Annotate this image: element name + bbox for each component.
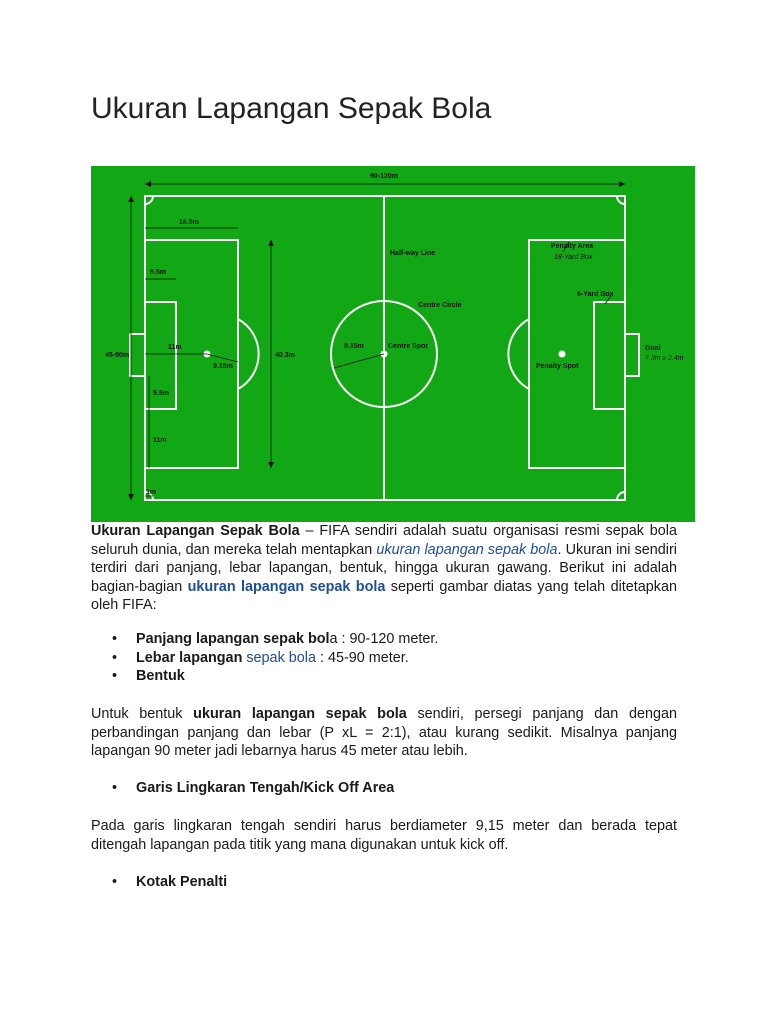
label-penalty-area: Penalty Area <box>551 243 594 250</box>
label-centre-radius: 9.15m <box>344 343 364 350</box>
label-penalty-box-width: 40.3m <box>275 352 295 359</box>
shape-text-1: Untuk bentuk <box>91 706 194 722</box>
centre-circle-list <box>91 779 677 798</box>
label-six-yard-offset: 5.5m <box>153 390 169 397</box>
right-penalty-spot <box>559 351 566 358</box>
list-item-garis-lingkaran <box>91 779 677 798</box>
shape-paragraph <box>91 705 677 761</box>
label-penalty-area-sub: 18-Yard Box <box>554 254 593 261</box>
lebar-bold: Lebar lapangan <box>136 649 247 666</box>
lebar-rest: : 45-90 meter. <box>315 649 409 666</box>
label-length: 90-120m <box>369 173 399 180</box>
intro-paragraph <box>91 522 677 615</box>
panjang-rest: a : 90-120 meter. <box>329 631 439 647</box>
label-centre-spot: Centre Spot <box>388 343 428 350</box>
centre-circle-paragraph: Pada garis lingkaran tengah sendiri harus berdiameter 9,15 meter dan berada tepat ditengah lapangan pada titik yang mana digunakan untuk kick off. <box>91 818 677 853</box>
kotak-penalti-label: Kotak Penalti <box>136 874 228 890</box>
list-item-panjang <box>91 630 677 649</box>
page-title: Ukuran Lapangan Sepak Bola <box>91 92 492 125</box>
shape-text-2: sendiri, persegi panjang dan dengan perbandingan panjang dan lebar (P xL = 2:1), atau kurang sedikit. Misalnya panjang lapangan 90 meter jadi lebarnya harus 45 meter atau lebih. <box>91 706 678 760</box>
label-penalty-depth: 16.5m <box>179 219 199 226</box>
panjang-bold: Panjang lapangan sepak bol <box>136 631 330 647</box>
label-centre-circle: Centre Circle <box>418 302 462 309</box>
intro-text-1: – FIFA sendiri adalah suatu organisasi resmi sepak bola seluruh dunia, dan mereka telah mentapkan <box>91 523 678 558</box>
link-ukuran-lapangan-italic[interactable]: ukuran lapangan sepak bola <box>376 541 558 558</box>
list-item-kotak-penalti <box>91 873 677 892</box>
link-ukuran-lapangan-bold[interactable]: ukuran lapangan sepak bola <box>187 578 386 595</box>
bullet-dot: • <box>112 668 118 685</box>
label-penalty-spot-left: 11m <box>168 344 182 351</box>
bullet-dot: • <box>112 649 118 666</box>
intro-lead: Ukuran Lapangan Sepak Bola <box>91 523 300 539</box>
penalty-list <box>91 873 677 892</box>
label-corner: 1m <box>146 489 157 496</box>
link-sepak-bola[interactable]: sepak bola <box>246 649 316 666</box>
bullet-dot: • <box>112 780 118 796</box>
label-penalty-spot: Penalty Spot <box>536 363 579 370</box>
list-item-lebar <box>91 649 677 668</box>
label-arc-radius-left: 9.15m <box>213 363 233 370</box>
intro-text-2: . Ukuran ini sendiri terdiri dari panjang, lebar lapangan, bentuk, hingga ukuran gawang. Berikut ini adalah bagian-bagian <box>91 541 677 595</box>
soccer-field-diagram <box>91 166 695 522</box>
garis-lingkaran-label: Garis Lingkaran Tengah/Kick Off Area <box>136 780 395 796</box>
bentuk-bold: Bentuk <box>136 668 185 685</box>
label-halfway-line: Half-way Line <box>390 250 436 257</box>
label-goal-size: 7.3m x 2.4m <box>645 355 684 362</box>
label-goal: Goal <box>645 345 661 352</box>
label-six-yard-depth: 5.5m <box>150 269 166 276</box>
label-width: 45-90m <box>105 352 130 359</box>
label-six-yard-box: 6-Yard Box <box>577 291 614 298</box>
size-list <box>91 630 677 686</box>
shape-bold: ukuran lapangan sepak bola <box>193 706 407 722</box>
bullet-dot: • <box>112 874 118 890</box>
list-item-bentuk <box>91 667 677 686</box>
intro-text-3: seperti gambar diatas yang telah ditetapkan oleh FIFA: <box>91 578 677 614</box>
label-penalty-spot-bottom: 11m <box>153 437 167 444</box>
bullet-dot: • <box>112 631 118 647</box>
